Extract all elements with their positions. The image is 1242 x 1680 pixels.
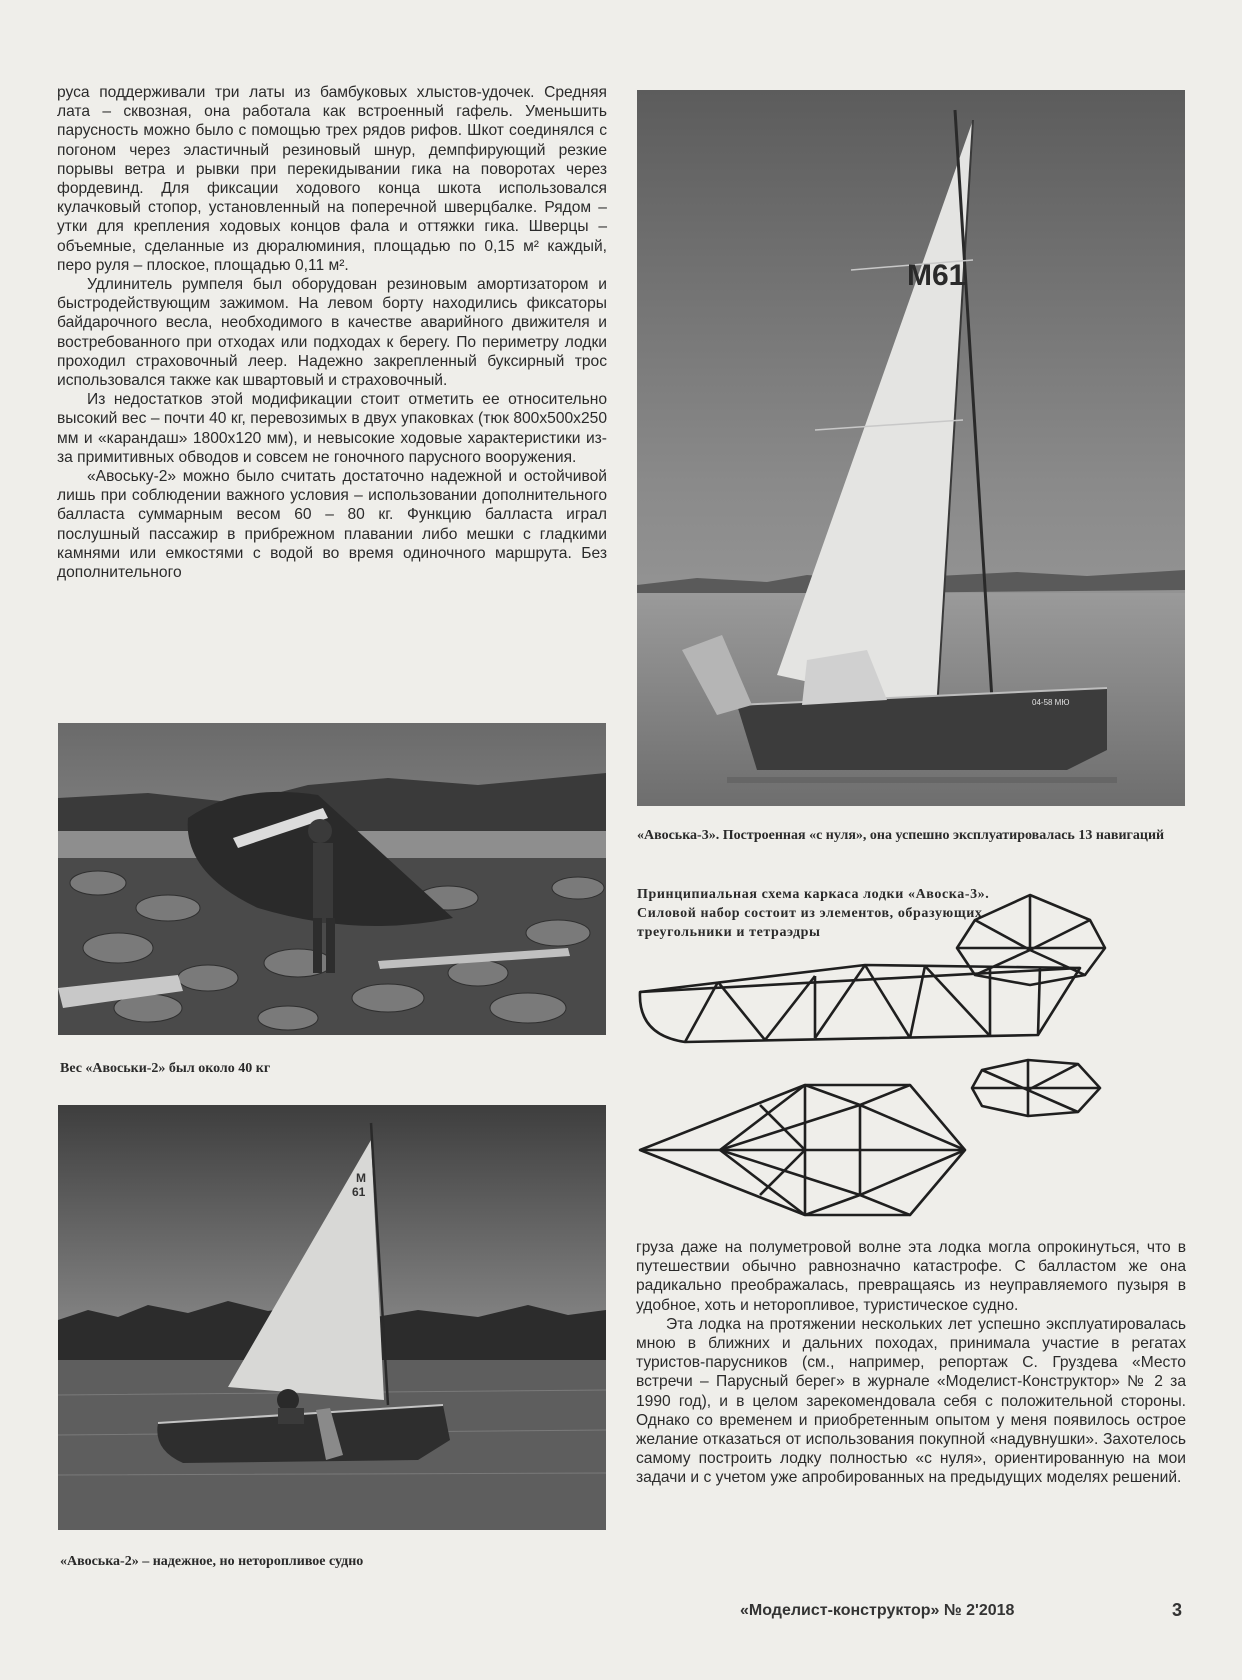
left-text-column [57, 83, 607, 582]
sail-number-bottom: 61 [352, 1185, 366, 1199]
caption-scheme: Принципиальная схема каркаса лодки «Авоска-3». Силовой набор состоит из элементов, образующих треугольники и тетраэдры [637, 887, 990, 940]
paragraph: груза даже на полуметровой волне эта лодка могла опрокинуться, что в путешествии обычно равнозначно катастрофе. С балластом же она радикально преображалась, превращаясь из неуправляемого пузыря в удобное, хоть и неторопливое, туристическое судно. [636, 1239, 1186, 1314]
footer-journal-title: «Моделист-конструктор» № 2'2018 [740, 1602, 1015, 1619]
caption-avoska-3: «Авоська-3». Построенная «с нуля», она успешно эксплуатировалась 13 навигаций [637, 828, 1165, 843]
sail-number: M61 [907, 259, 966, 292]
paragraph: «Авоську-2» можно было считать достаточно надежной и остойчивой лишь при соблюдении важного условия – использовании дополнительного балласта суммарным весом 60 – 80 кг. Функцию балласта играл послушный пассажир в прибрежном плавании либо мешки с гладкими камнями или емкостями с водой во время одиночного маршрута. Без дополнительного [57, 468, 607, 582]
hull-marking: 04-58 МЮ [1032, 698, 1070, 707]
caption-shore: Вес «Авоськи-2» был около 40 кг [60, 1061, 271, 1076]
photo-avoska-3 [637, 90, 1185, 806]
paragraph: Удлинитель румпеля был оборудован резиновым амортизатором и быстродействующим зажимом. На левом борту находились фиксаторы байдарочного весла, необходимого в качестве аварийного движителя и востребованного при отходах или подходах к берегу. По периметру лодки проходил страховочный леер. Надежно закрепленный буксирный трос использовался также как швартовый и страховочный. [57, 276, 607, 390]
paragraph: руса поддерживали три латы из бамбуковых хлыстов-удочек. Средняя лата – сквозная, она работала как встроенный гафель. Уменьшить парусность можно было с помощью трех рядов рифов. Шкот соединялся с погоном через эластичный резиновый шнур, демпфирующий резкие порывы ветра и рывки при перекидывании гика на поворотах через фордевинд. Для фиксации ходового конца шкота использовался кулачковый стопор, установленный на поперечной шверцбалке. Рядом – утки для крепления ходовых концов фала и оттяжки гика. Шверцы – объемные, сделанные из дюралюминия, площадью по 0,15 м² каждый, перо руля – плоское, площадью 0,11 м². [57, 84, 607, 274]
cross-section-bottom [972, 1060, 1100, 1116]
plan-view [640, 1085, 965, 1215]
photo-avoska-2-shore [58, 723, 606, 1035]
sail-number-top: M [356, 1171, 366, 1185]
paragraph: Эта лодка на протяжении нескольких лет успешно эксплуатировалась мною в ближних и дальних походах, принимала участие в регатах туристов-парусников (см., например, репортаж С. Груздева «Место встречи – Парусный берег» в журнале «Моделист-Конструктор» № 2 за 1990 год), и в целом зарекомендовала себя с положительной стороны. Однако со временем и приобретенным опытом у меня появилось острое желание отказаться от использования покупной «надувнушки». Захотелось самому построить лодку полностью «с нуля», ориентированную на мои задачи и с учетом уже апробированных на предыдущих моделях решений. [636, 1315, 1186, 1487]
frame-scheme-diagram [630, 880, 1190, 1230]
caption-sailing: «Авоська-2» – надежное, но неторопливое судно [60, 1554, 364, 1569]
page-number: 3 [1172, 1600, 1183, 1620]
paragraph: Из недостатков этой модификации стоит отметить ее относительно высокий вес – почти 40 кг, перевозимых в двух упаковках (тюк 800х500х250 мм и «карандаш» 1800х120 мм), и невысокие ходовые характеристики из-за примитивных обводов и совсем не гоночного парусного вооружения. [57, 391, 607, 466]
right-text-column [636, 1238, 1186, 1488]
side-view [640, 965, 1080, 1042]
photo-avoska-2-sailing [58, 1105, 606, 1530]
